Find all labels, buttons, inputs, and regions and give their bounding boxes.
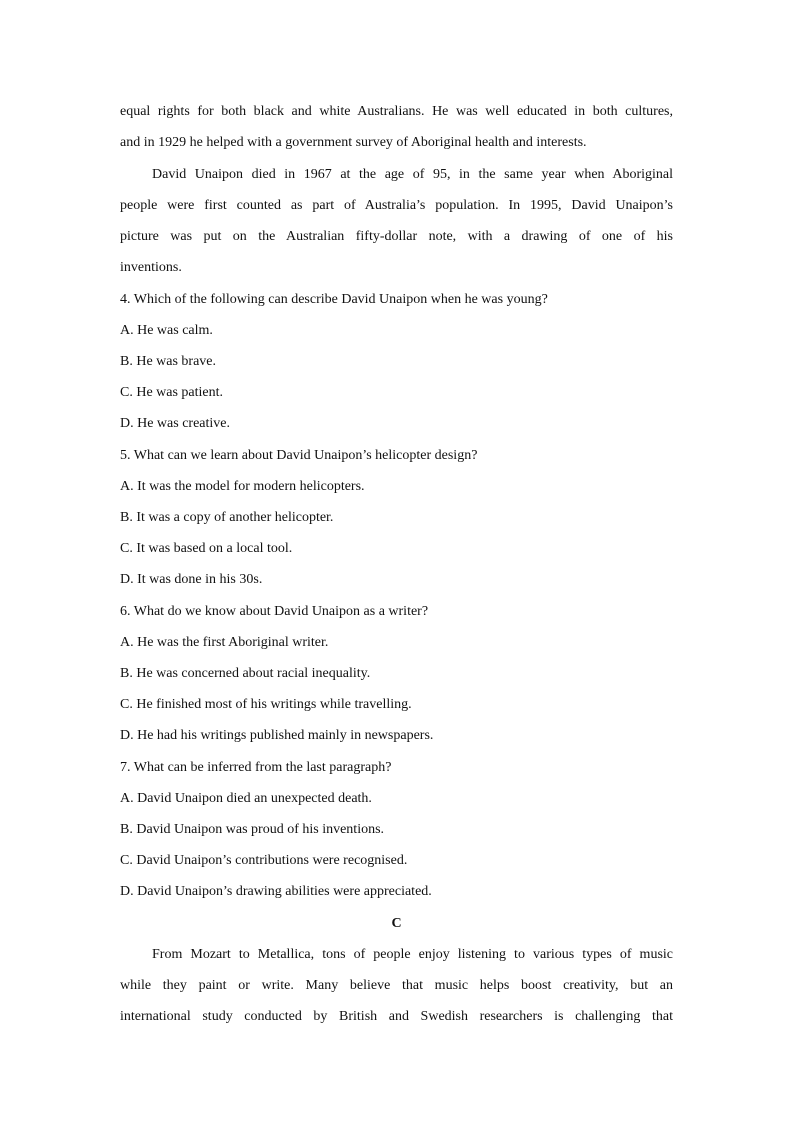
- passage-b-line: David Unaipon died in 1967 at the age of 95, in the same year when Aboriginal: [152, 167, 673, 182]
- section-c-line: while they paint or write. Many believe that music helps boost creativity, but an: [120, 978, 673, 993]
- question-6-stem: 6. What do we know about David Unaipon as a writer?: [120, 604, 429, 619]
- question-5-stem: 5. What can we learn about David Unaipon’s helicopter design?: [120, 448, 478, 463]
- question-4-option-d: D. He was creative.: [120, 416, 231, 431]
- section-c-line: international study conducted by British and Swedish researchers is challenging that: [120, 1009, 673, 1024]
- question-6-option-d: D. He had his writings published mainly in newspapers.: [120, 728, 434, 743]
- passage-b-line: inventions.: [120, 260, 182, 275]
- passage-b-line: equal rights for both black and white Australians. He was well educated in both cultures,: [120, 104, 673, 119]
- question-6-option-c: C. He finished most of his writings while travelling.: [120, 697, 412, 712]
- passage-b-line: people were first counted as part of Australia’s population. In 1995, David Unaipon’s: [120, 198, 673, 213]
- question-5-option-c: C. It was based on a local tool.: [120, 541, 293, 556]
- question-5-option-d: D. It was done in his 30s.: [120, 572, 263, 587]
- question-7-option-b: B. David Unaipon was proud of his inventions.: [120, 822, 385, 837]
- question-4-option-a: A. He was calm.: [120, 323, 213, 338]
- passage-b-line: and in 1929 he helped with a government survey of Aboriginal health and interests.: [120, 135, 587, 150]
- question-7-option-a: A. David Unaipon died an unexpected death.: [120, 791, 372, 806]
- question-4-option-c: C. He was patient.: [120, 385, 224, 400]
- section-c-heading: C: [391, 916, 402, 931]
- question-5-option-a: A. It was the model for modern helicopters.: [120, 479, 365, 494]
- passage-b-line: picture was put on the Australian fifty-dollar note, with a drawing of one of his: [120, 229, 673, 244]
- section-c-line: From Mozart to Metallica, tons of people enjoy listening to various types of music: [152, 947, 673, 962]
- question-7-option-d: D. David Unaipon’s drawing abilities were appreciated.: [120, 884, 432, 899]
- question-5-option-b: B. It was a copy of another helicopter.: [120, 510, 334, 525]
- question-6-option-b: B. He was concerned about racial inequality.: [120, 666, 371, 681]
- question-7-option-c: C. David Unaipon’s contributions were recognised.: [120, 853, 408, 868]
- question-4-stem: 4. Which of the following can describe David Unaipon when he was young?: [120, 292, 548, 307]
- question-6-option-a: A. He was the first Aboriginal writer.: [120, 635, 329, 650]
- question-4-option-b: B. He was brave.: [120, 354, 217, 369]
- question-7-stem: 7. What can be inferred from the last paragraph?: [120, 760, 392, 775]
